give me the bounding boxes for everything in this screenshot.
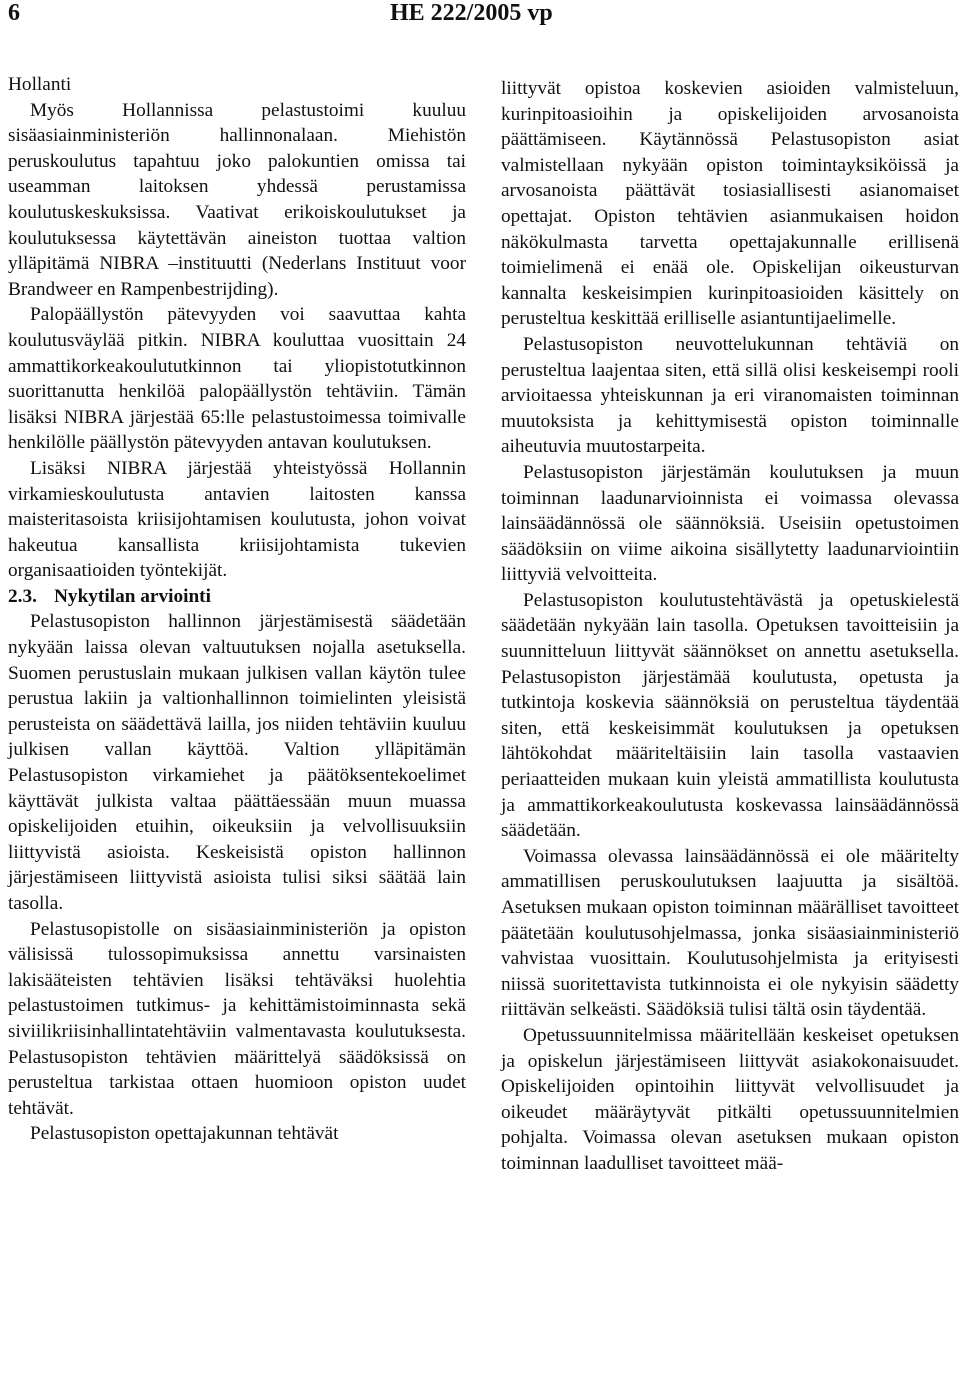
paragraph: liittyvät opistoa koskevien asioiden valmisteluun, kurinpitoasioihin ja opiskelijoiden arvosanoista päättämiseen. Käytännössä Pelastusopiston asiat valmistellaan nykyään opiston toimintayksiköissä ja arvosanoista päättävät tosiasiallisesti asianomaiset opettajat. Opiston tehtävien asianmukaisen hoidon näkökulmasta tarvetta opettajakunnalle erillisenä toimielimenä ei enää ole. Opiskelijan oikeusturvan kannalta keskeisimpien kurinpitoasioiden käsittely on perusteltua keskittää erilliselle asiantuntijaelimelle. [501,78,959,330]
paragraph: Pelastusopiston koulutustehtävästä ja opetuskielestä säädetään nykyään lain tasolla. Opetuksen tavoitteisiin ja suunnitteluun liittyvät säännökset on annettu asetuksella. Pelastusopiston järjestämää koulutusta, opetusta ja tutkintoja koskevia säännöksiä on perusteltua täydentää siten, että keskeisimmät koulutuksen ja opetuksen lähtökohdat määriteltäisiin lain tasolla vastaavien periaatteiden mukaan kuin yleistä ammatillista koulutusta ja ammattikorkeakoulutusta koskevassa lainsäädännössä säädetään. [501,589,959,842]
page-header [0,0,960,30]
paragraph: Myös Hollannissa pelastustoimi kuuluu sisäasiainministeriön hallinnonalaan. Miehistön peruskoulutus tapahtuu joko palokuntien omissa tai useamman laitoksen yhdessä perustamissa koulutuskeskuksissa. Vaativat erikoiskoulutukset ja koulutuksessa käytettävän aineiston tuottaa valtion ylläpitämä NIBRA –instituutti (Nederlans Instituut voor Brandweer en Rampenbestrijding). [8,99,466,300]
paragraph: Pelastusopiston hallinnon järjestämisestä säädetään nykyään laissa olevan valtuutuksen nojalla asetuksella. Suomen perustuslain mukaan julkisen vallan käytön tulee perustua lakiin ja valtionhallinnon toimielinten yleisistä perusteista on säädettävä lailla, jos niiden tehtäviin kuuluu julkisen vallan käyttöä. Valtion ylläpitämän Pelastusopiston virkamiehet ja päätöksentekoelimet käyttävät julkista valtaa päättäessään muun muassa opiskelijoiden etuihin, oikeuksiin ja velvollisuuksiin liittyvistä asioista. Keskeisistä opiston hallinnon järjestämiseen liittyvistä asioista tulisi siksi säätää lain tasolla. [8,611,466,914]
right-column [501,76,959,1177]
paragraph: Pelastusopiston neuvottelukunnan tehtäviä on perusteltua laajentaa siten, että sillä olisi keskeisempi rooli arvioitaessa yhteiskunnan ja eri viranomaisten toiminnan muutoksista ja kehittymisestä opiston toiminnalle aiheutuvia muutostarpeita. [501,333,959,458]
paragraph: Pelastusopiston järjestämän koulutuksen ja muun toiminnan laadunarvioinnista ei voimassa olevassa lainsäädännössä ole säännöksiä. Useisiin opetustoimen säädöksiin on viime aikoina sisällytetty laadunarviointiin liittyviä velvoitteita. [501,461,959,586]
section-number: 2.3. [8,585,37,607]
paragraph: Pelastusopiston opettajakunnan tehtävät [30,1123,339,1145]
document-id: HE 222/2005 vp [390,0,553,26]
paragraph: Pelastusopistolle on sisäasiainministeriön ja opiston välisissä tulossopimuksissa annettu varsinaisten lakisääteisten tehtävien lisäksi tehtäväksi huolehtia pelastustoimen tutkimus- ja kehittämistoiminnasta sekä siviilikriisinhallintatehtäviin valmentavasta koulutuksesta. Pelastusopiston tehtävien määrittelyä säädöksissä on perusteltua tarkistaa ottaen huomioon opiston uudet tehtävät. [8,918,466,1119]
section-title: Nykytilan arviointi [54,585,211,607]
paragraph: Lisäksi NIBRA järjestää yhteistyössä Hollannin virkamieskoulutusta antavien laitosten kanssa maisteritasoista kriisijohtamisen koulutusta, johon voivat hakeutua kansallista kriisijohtamista tukevien organisaatioiden työntekijät. [8,457,466,582]
section-heading-hollanti: Hollanti [8,74,72,95]
section-heading-nykytilan-arviointi [8,584,466,610]
page-number: 6 [8,0,20,26]
left-column [8,72,466,1147]
paragraph: Palopäällystön pätevyyden voi saavuttaa kahta koulutusväylää pitkin. NIBRA kouluttaa vuosittain 24 ammattikorkeakoulututkinnon tai yliopistotutkinnon suorittanutta henkilöä palopäällystön tehtäviin. Tämän lisäksi NIBRA järjestää 65:lle pelastustoimessa toimivalle henkilölle päällystön pätevyyden antavan koulutuksen. [8,304,466,454]
paragraph: Opetussuunnitelmissa määritellään keskeiset opetuksen ja opiskelun järjestämiseen liittyvät asiakokonaisuudet. Opiskelijoiden opintoihin liittyvät velvollisuudet ja oikeudet määräytyvät pitkälti opetussuunnitelmien pohjalta. Voimassa olevan asetuksen mukaan opiston toiminnan laadulliset tavoitteet mää- [501,1024,959,1174]
paragraph: Voimassa olevassa lainsäädännössä ei ole määritelty ammatillisen peruskoulutuksen laajuutta ja sisältöä. Asetuksen mukaan opiston toiminnan määrälliset tavoitteet päätetään koulutusohjelmassa, jonka sisäasiainministeriö vahvistaa vuosittain. Koulutusohjelmista ja erityisesti niissä suoritettavista tutkinnoista ei ole nykyisin säädetty riittävän selkeästi. Säädöksiä tulisi tältä osin täydentää. [501,845,959,1021]
